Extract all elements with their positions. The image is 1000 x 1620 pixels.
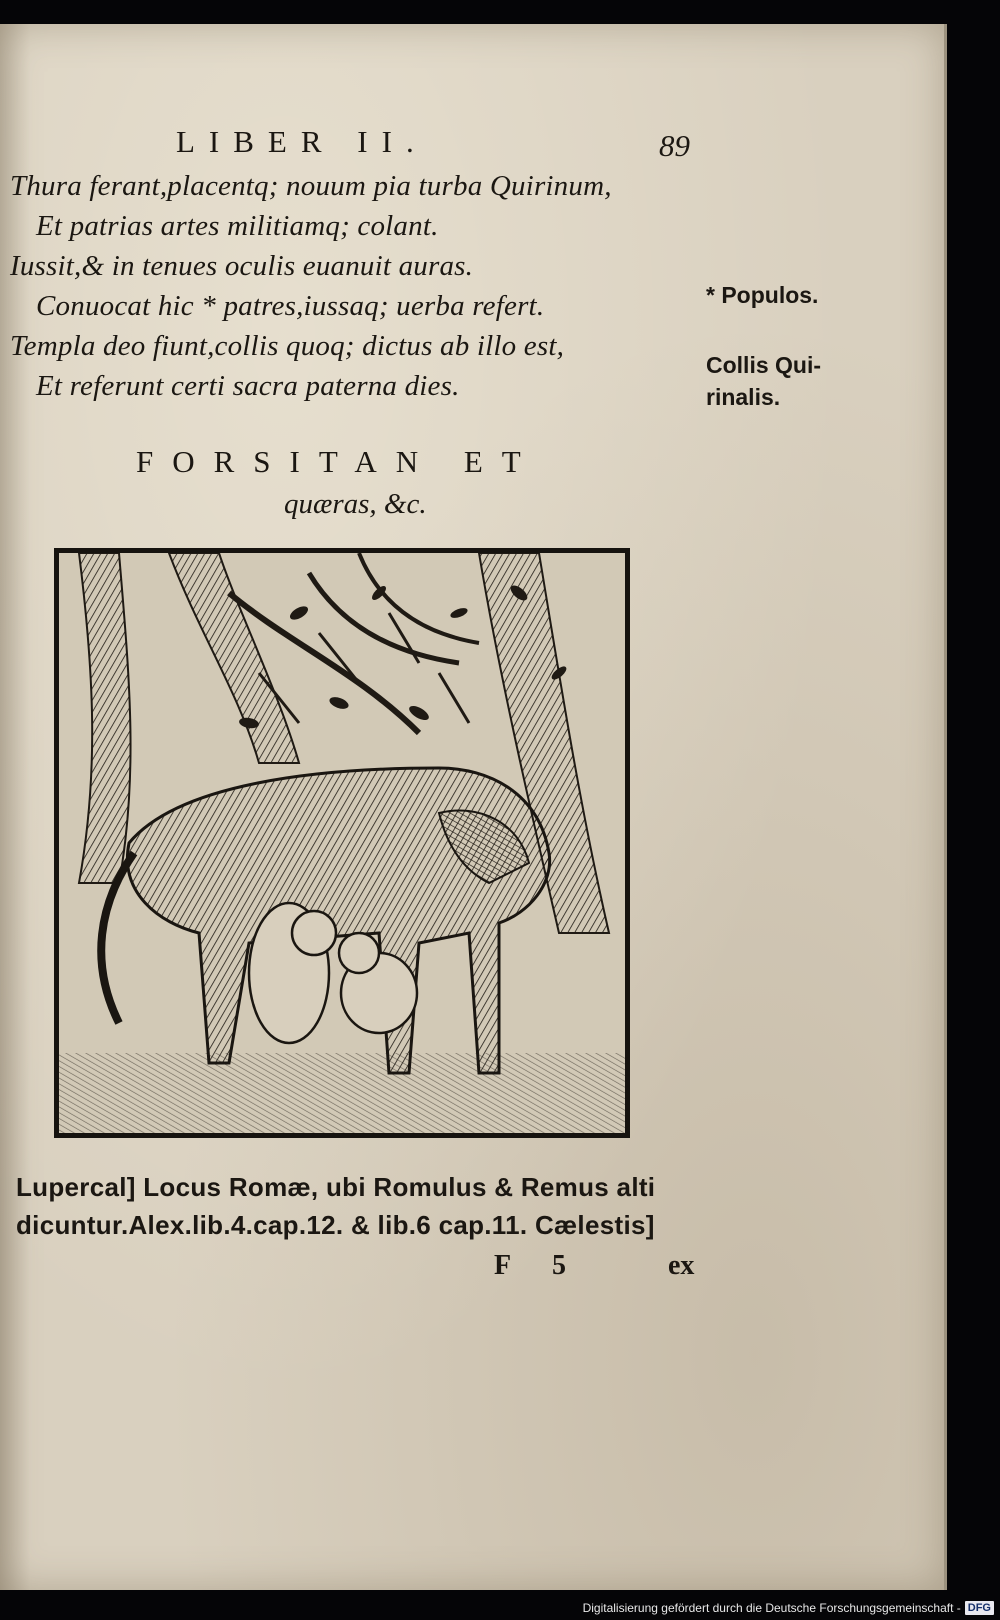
commentary-line: dicuntur.Alex.lib.4.cap.12. & lib.6 cap.11. Cælestis] bbox=[16, 1210, 655, 1240]
woodcut-she-wolf-image bbox=[59, 553, 625, 1133]
woodcut-illustration bbox=[54, 548, 630, 1138]
running-title: LIBER II. bbox=[176, 124, 428, 159]
verse-line: Iussit,& in tenues oculis euanuit auras. bbox=[10, 250, 474, 282]
verse-line: Conuocat hic * patres,iussaq; uerba refert. bbox=[36, 290, 545, 322]
verse-line: Et referunt certi sacra paterna dies. bbox=[36, 370, 460, 402]
verse-line: Thura ferant,placentq; nouum pia turba Quirinum, bbox=[10, 170, 612, 202]
signature-mark: F bbox=[494, 1250, 512, 1281]
dfg-logo: DFG bbox=[965, 1601, 994, 1615]
verse-line: Templa deo fiunt,collis quoq; dictus ab illo est, bbox=[10, 330, 565, 362]
section-subtitle: quæras, &c. bbox=[284, 488, 427, 520]
verse-line: Et patrias artes militiamq; colant. bbox=[36, 210, 439, 242]
margin-note-collis: Collis Qui- bbox=[706, 352, 821, 378]
margin-note-collis-cont: rinalis. bbox=[706, 384, 781, 410]
book-page bbox=[0, 24, 947, 1590]
section-title: FORSITAN ET bbox=[136, 444, 540, 479]
commentary-line: Lupercal] Locus Romæ, ubi Romulus & Remus alti bbox=[16, 1172, 656, 1202]
signature-number: 5 bbox=[552, 1250, 566, 1281]
digitization-credit bbox=[583, 1598, 994, 1618]
margin-note-populos: * Populos. bbox=[706, 282, 819, 308]
catchword: ex bbox=[668, 1250, 695, 1281]
credit-text: Digitalisierung gefördert durch die Deutsche Forschungsgemeinschaft - bbox=[582, 1601, 961, 1615]
page-number: 89 bbox=[659, 128, 690, 163]
